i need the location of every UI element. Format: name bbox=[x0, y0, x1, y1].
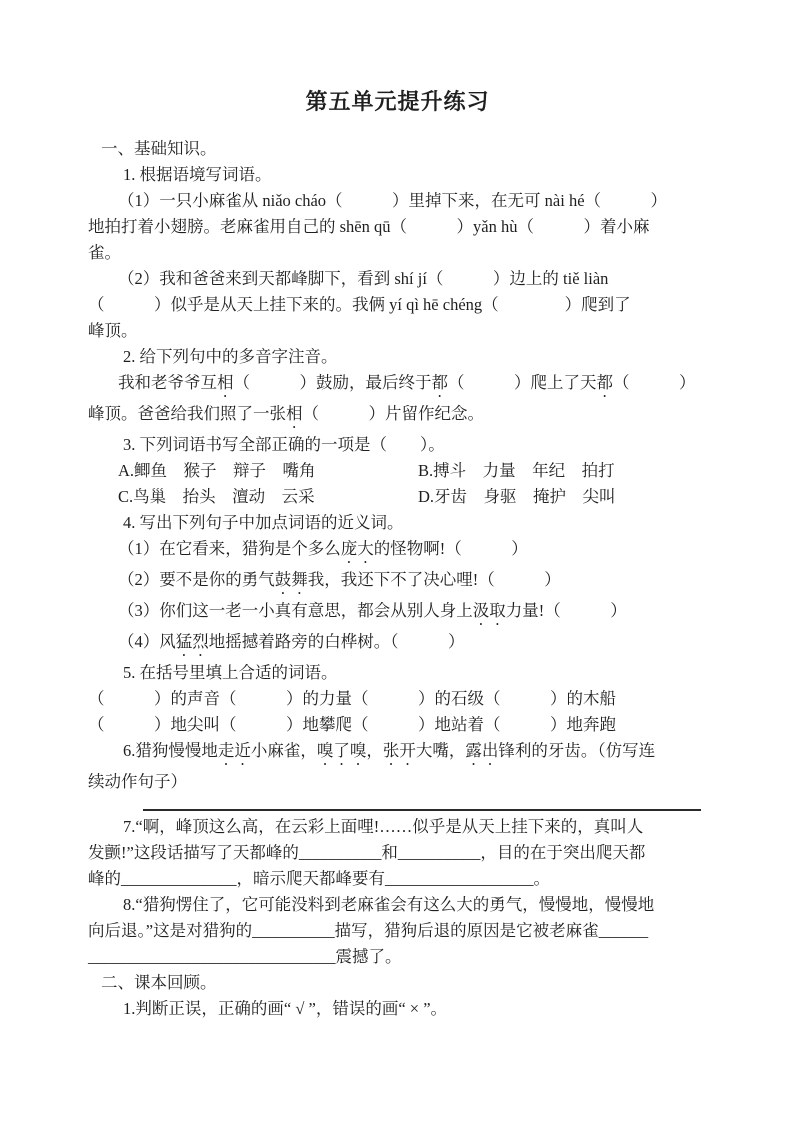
q5-label: 5. 在括号里填上合适的词语。 bbox=[123, 663, 338, 682]
q8-line3: ______________________________震撼了。 bbox=[88, 947, 402, 966]
q4-dotted-word: 庞大 bbox=[340, 539, 374, 558]
q4-text: 力量!（ ） bbox=[505, 601, 627, 620]
q4-dotted-word: 鼓舞 bbox=[274, 570, 308, 589]
q6-line2: 续动作句子） bbox=[88, 772, 187, 791]
q2-dotted-char: 都 bbox=[596, 373, 613, 392]
q1-label: 1. 根据语境写词语。 bbox=[123, 165, 272, 184]
q3-options-row-cd bbox=[88, 484, 707, 510]
q2-text: （ ）鼓励，最后终于 bbox=[233, 373, 432, 392]
q4-text: 的怪物啊!（ ） bbox=[373, 539, 528, 558]
q6-text: 6.猎狗慢慢地 bbox=[123, 741, 218, 760]
q4-item1 bbox=[88, 536, 707, 567]
q4-dotted-word: 猛烈 bbox=[175, 632, 209, 651]
q7-line2: 发颤!”这段话描写了天都峰的__________和__________，目的在于突出爬天都 bbox=[88, 843, 646, 862]
page-title: 第五单元提升练习 bbox=[305, 89, 490, 114]
section-2-q1-label: 1.判断正误，正确的画“ √ ”，错误的画“ × ”。 bbox=[123, 999, 448, 1018]
q2-dotted-char: 相 bbox=[286, 404, 303, 423]
q6-text: 锋利的牙齿。（仿写连 bbox=[498, 741, 656, 760]
q2-text: （ ） bbox=[613, 373, 696, 392]
q2-sentence-line1 bbox=[88, 370, 707, 401]
q4-item2 bbox=[88, 567, 707, 598]
q1-item1-line3: 雀。 bbox=[88, 243, 121, 262]
q1-item1-line1: （1）一只小麻雀从 niǎo cháo（ ）里掉下来，在无可 nài hé（ ） bbox=[118, 191, 668, 210]
q2-text: （ ）片留作纪念。 bbox=[302, 404, 484, 423]
q4-text: 地摇撼着路旁的白桦树。（ ） bbox=[208, 632, 465, 651]
q6-line1 bbox=[88, 738, 707, 769]
q8-line2: 向后退。”这是对猎狗的__________描写，猎狗后退的原因是它被老麻雀______ bbox=[88, 921, 649, 940]
q4-text: （2）要不是你的勇气 bbox=[118, 570, 275, 589]
q3-options-row-ab bbox=[88, 458, 707, 484]
q2-text: 我和老爷爷互 bbox=[118, 373, 217, 392]
q2-sentence-line2 bbox=[88, 401, 707, 432]
q2-dotted-char: 都 bbox=[431, 373, 448, 392]
section-2-heading: 二、课本回顾。 bbox=[101, 973, 217, 992]
q1-item2-line2: （ ）似乎是从天上挂下来的。我俩 yí qì hē chéng（ ）爬到了 bbox=[88, 295, 631, 314]
q2-text: 峰顶。爸爸给我们照了一张 bbox=[88, 404, 286, 423]
q2-dotted-char: 相 bbox=[217, 373, 234, 392]
q4-item3 bbox=[88, 598, 707, 629]
q3-option-c: C.鸟巢 抬头 澶动 云采 bbox=[118, 487, 315, 506]
q4-text: （1）在它看来，猎狗是个多么 bbox=[118, 539, 341, 558]
q6-dotted-word: 走近 bbox=[217, 741, 251, 760]
q3-option-d: D.牙齿 身驱 掩护 尖叫 bbox=[418, 487, 616, 506]
q1-item2-line1: （2）我和爸爸来到天都峰脚下，看到 shí jí（ ）边上的 tiě liàn bbox=[118, 269, 609, 288]
q3-label: 3. 下列词语书写全部正确的一项是（ ）。 bbox=[123, 435, 445, 454]
q5-row1: （ ）的声音（ ）的力量（ ）的石级（ ）的木船 bbox=[88, 689, 616, 708]
q7-line3: 峰的______________，暗示爬天都峰要有__________________。 bbox=[88, 869, 550, 888]
answer-blank-rule bbox=[143, 809, 701, 811]
q4-item4 bbox=[88, 629, 707, 660]
q4-label: 4. 写出下列句子中加点词语的近义词。 bbox=[123, 513, 404, 532]
q7-line1: 7.“啊，峰顶这么高，在云彩上面哩!……似乎是从天上挂下来的，真叫人 bbox=[123, 817, 644, 836]
q6-text: 大嘴， bbox=[415, 741, 466, 760]
q4-dotted-word: 汲取 bbox=[472, 601, 506, 620]
q6-dotted-word: 嗅了嗅 bbox=[316, 741, 367, 760]
q4-text: （3）你们这一老一小真有意思，都会从别人身上 bbox=[118, 601, 473, 620]
q2-label: 2. 给下列句中的多音字注音。 bbox=[123, 347, 338, 366]
q3-option-a: A.鲫鱼 猴子 辩子 嘴角 bbox=[118, 461, 316, 480]
q1-item1-line2: 地拍打着小翅膀。老麻雀用自己的 shēn qū（ ）yǎn hù（ ）着小麻 bbox=[88, 217, 650, 236]
q6-text: 小麻雀， bbox=[250, 741, 317, 760]
q1-item2-line3: 峰顶。 bbox=[88, 321, 138, 340]
q5-row2: （ ）地尖叫（ ）地攀爬（ ）地站着（ ）地奔跑 bbox=[88, 715, 616, 734]
q4-text: （4）风 bbox=[118, 632, 176, 651]
q8-line1: 8.“猎狗愣住了，它可能没料到老麻雀会有这么大的勇气，慢慢地，慢慢地 bbox=[123, 895, 655, 914]
q3-option-b: B.搏斗 力量 年纪 拍打 bbox=[418, 461, 615, 480]
q2-text: （ ）爬上了天 bbox=[448, 373, 597, 392]
q6-dotted-word: 张开 bbox=[382, 741, 416, 760]
section-1-heading: 一、基础知识。 bbox=[101, 139, 217, 158]
q4-text: 我，我还下不了决心哩!（ ） bbox=[307, 570, 561, 589]
q6-dotted-word: 露出 bbox=[465, 741, 499, 760]
q6-text: ， bbox=[366, 741, 383, 760]
